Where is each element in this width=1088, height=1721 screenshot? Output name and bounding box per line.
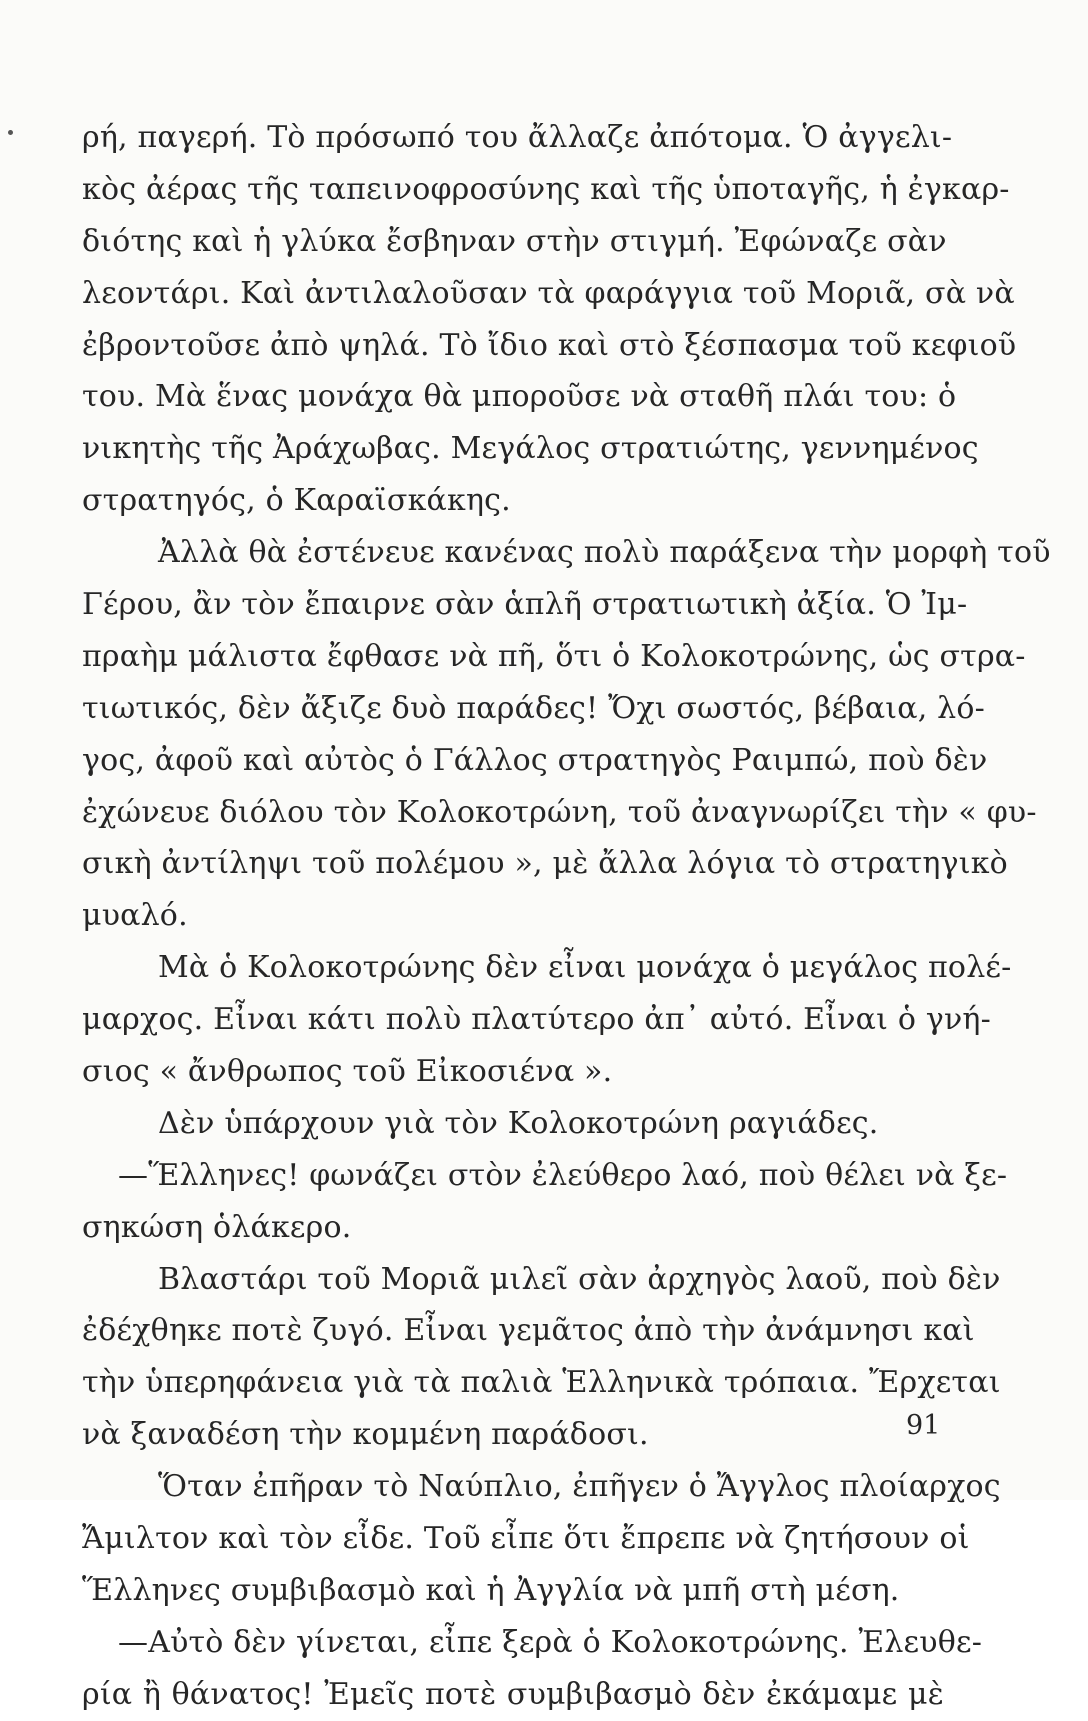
- text-line: σικὴ ἀντίληψι τοῦ πολέμου », μὲ ἄλλα λόγια τὸ στρατηγικὸ: [82, 846, 1008, 882]
- text-line: —Ἕλληνες! φωνάζει στὸν ἐλεύθερο λαό, ποὺ θέλει νὰ ξε-: [118, 1157, 1008, 1193]
- text-line: μυαλό.: [82, 898, 188, 934]
- text-line: διότης καὶ ἡ γλύκα ἔσβηναν στὴν στιγμή. Ἐφώναζε σὰν: [82, 223, 947, 259]
- text-line: μαρχος. Εἶναι κάτι πολὺ πλατύτερο ἀπ᾿ αὐτό. Εἶναι ὁ γνή-: [82, 1002, 991, 1038]
- page-number: 91: [906, 1410, 941, 1441]
- text-line: γος, ἀφοῦ καὶ αὐτὸς ὁ Γάλλος στρατηγὸς Ραιμπώ, ποὺ δὲν: [82, 742, 988, 778]
- text-line: Γέρου, ἂν τὸν ἔπαιρνε σὰν ἁπλῆ στρατιωτικὴ ἀξία. Ὁ Ἰμ-: [82, 587, 968, 623]
- text-line: Ἄμιλτον καὶ τὸν εἶδε. Τοῦ εἶπε ὅτι ἔπρεπε νὰ ζητήσουν οἱ: [82, 1521, 970, 1557]
- text-line: Μὰ ὁ Κολοκοτρώνης δὲν εἶναι μονάχα ὁ μεγάλος πολέ-: [158, 950, 1012, 986]
- text-line: Δὲν ὑπάρχουν γιὰ τὸν Κολοκοτρώνη ραγιάδες.: [158, 1105, 879, 1141]
- text-line: ἐβροντοῦσε ἀπὸ ψηλά. Τὸ ἴδιο καὶ στὸ ξέσπασμα τοῦ κεφιοῦ: [82, 327, 1017, 363]
- text-line: σιος « ἄνθρωπος τοῦ Εἰκοσιένα ».: [82, 1054, 613, 1090]
- text-line: Ὅταν ἐπῆραν τὸ Ναύπλιο, ἐπῆγεν ὁ Ἄγγλος πλοίαρχος: [158, 1469, 1001, 1505]
- text-line: ρία ἢ θάνατος! Ἐμεῖς ποτὲ συμβιβασμὸ δὲν ἐκάμαμε μὲ: [82, 1676, 944, 1712]
- text-line: σηκώση ὁλάκερο.: [82, 1209, 352, 1245]
- text-line: ἐδέχθηκε ποτὲ ζυγό. Εἶναι γεμᾶτος ἀπὸ τὴν ἀνάμνησι καὶ: [82, 1313, 975, 1349]
- text-line: πραὴμ μάλιστα ἔφθασε νὰ πῆ, ὅτι ὁ Κολοκοτρώνης, ὡς στρα-: [82, 638, 1026, 674]
- text-line: —Αὐτὸ δὲν γίνεται, εἶπε ξερὰ ὁ Κολοκοτρώνης. Ἐλευθε-: [118, 1624, 983, 1660]
- text-line: τιωτικός, δὲν ἄξιζε δυὸ παράδες! Ὄχι σωστός, βέβαια, λό-: [82, 690, 985, 726]
- text-line: Βλαστάρι τοῦ Μοριᾶ μιλεῖ σὰν ἀρχηγὸς λαοῦ, ποὺ δὲν: [158, 1261, 1001, 1297]
- text-line: τὴν ὑπερηφάνεια γιὰ τὰ παλιὰ Ἑλληνικὰ τρόπαια. Ἔρχεται: [82, 1365, 1001, 1401]
- text-line: ἐχώνευε διόλου τὸν Κολοκοτρώνη, τοῦ ἀναγνωρίζει τὴν « φυ-: [82, 794, 1037, 830]
- text-line: νικητὴς τῆς Ἀράχωβας. Μεγάλος στρατιώτης, γεννημένος: [82, 431, 979, 467]
- text-line: Ἀλλὰ θὰ ἐστένευε κανένας πολὺ παράξενα τὴν μορφὴ τοῦ: [158, 535, 1051, 571]
- text-line: λεοντάρι. Καὶ ἀντιλαλοῦσαν τὰ φαράγγια τοῦ Μοριᾶ, σὰ νὰ: [82, 275, 1015, 311]
- margin-mark: [8, 130, 13, 135]
- text-line: ρή, παγερή. Τὸ πρόσωπό του ἄλλαζε ἀπότομα. Ὁ ἀγγελι-: [82, 120, 953, 155]
- text-line: Ἕλληνες συμβιβασμὸ καὶ ἡ Ἀγγλία νὰ μπῆ στὴ μέση.: [82, 1572, 900, 1608]
- body-text: [82, 112, 1051, 1721]
- text-line: στρατηγός, ὁ Καραϊσκάκης.: [82, 483, 511, 519]
- text-line: του. Μὰ ἕνας μονάχα θὰ μποροῦσε νὰ σταθῆ πλάι του: ὁ: [82, 379, 957, 415]
- text-line: κὸς ἀέρας τῆς ταπεινοφροσύνης καὶ τῆς ὑποταγῆς, ἡ ἐγκαρ-: [82, 171, 1010, 207]
- text-line: νὰ ξαναδέση τὴν κομμένη παράδοσι.: [82, 1417, 649, 1453]
